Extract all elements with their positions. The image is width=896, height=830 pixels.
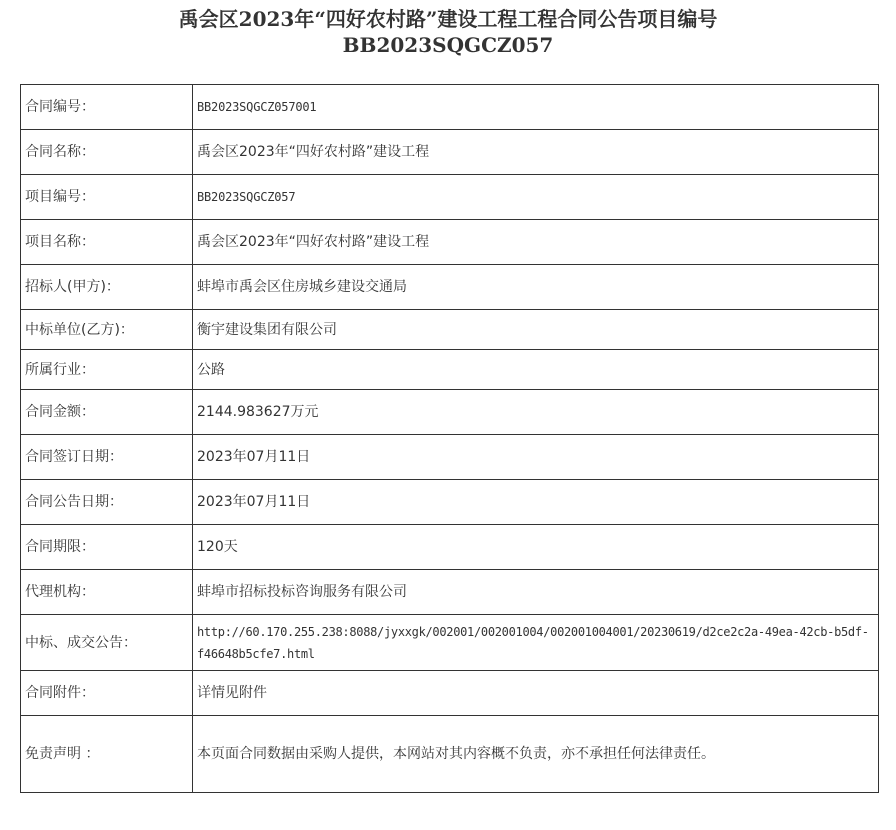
contract-amount-label: 合同金额： bbox=[21, 390, 193, 435]
page-title-line-2: BB2023SQGCZ057 bbox=[342, 33, 554, 57]
winning-bidder-value: 衡宇建设集团有限公司 bbox=[193, 310, 879, 350]
table-row-signing-date bbox=[21, 435, 879, 480]
contract-term-value: 120天 bbox=[193, 525, 879, 570]
table-row-contract-number bbox=[21, 85, 879, 130]
table-row-project-name bbox=[21, 220, 879, 265]
attachments-value[interactable]: 详情见附件 bbox=[193, 671, 879, 716]
project-name-value: 禹会区2023年“四好农村路”建设工程 bbox=[193, 220, 879, 265]
agency-label: 代理机构： bbox=[21, 570, 193, 615]
project-number-label: 项目编号： bbox=[21, 175, 193, 220]
tenderer-label: 招标人(甲方)： bbox=[21, 265, 193, 310]
attachments-label: 合同附件： bbox=[21, 671, 193, 716]
industry-label: 所属行业： bbox=[21, 350, 193, 390]
table-row-contract-term bbox=[21, 525, 879, 570]
announcement-date-value: 2023年07月11日 bbox=[193, 480, 879, 525]
contract-amount-value: 2144.983627万元 bbox=[193, 390, 879, 435]
table-row-winning-bidder bbox=[21, 310, 879, 350]
contract-number-value: BB2023SQGCZ057001 bbox=[193, 85, 879, 130]
table-row-agency bbox=[21, 570, 879, 615]
signing-date-label: 合同签订日期： bbox=[21, 435, 193, 480]
table-row-contract-amount bbox=[21, 390, 879, 435]
disclaimer-label: 免责声明 ： bbox=[21, 716, 193, 793]
page-title-line-1: 禹会区2023年“四好农村路”建设工程工程合同公告项目编号 bbox=[178, 7, 718, 31]
table-row-contract-name bbox=[21, 130, 879, 175]
contract-info-table bbox=[20, 84, 879, 793]
project-number-value: BB2023SQGCZ057 bbox=[193, 175, 879, 220]
tenderer-value: 蚌埠市禹会区住房城乡建设交通局 bbox=[193, 265, 879, 310]
table-row-project-number bbox=[21, 175, 879, 220]
table-row-award-announcement bbox=[21, 615, 879, 671]
page-title bbox=[0, 6, 896, 58]
contract-name-label: 合同名称： bbox=[21, 130, 193, 175]
table-row-tenderer bbox=[21, 265, 879, 310]
table-row-announcement-date bbox=[21, 480, 879, 525]
table-row-industry bbox=[21, 350, 879, 390]
award-announcement-label: 中标、成交公告： bbox=[21, 615, 193, 671]
disclaimer-value: 本页面合同数据由采购人提供，本网站对其内容概不负责，亦不承担任何法律责任。 bbox=[193, 716, 879, 793]
award-announcement-link[interactable]: http://60.170.255.238:8088/jyxxgk/002001/002001004/002001004001/20230619/d2ce2c2a-49ea-42cb-b5df-f46648b5cfe7.html bbox=[193, 615, 879, 671]
winning-bidder-label: 中标单位(乙方)： bbox=[21, 310, 193, 350]
announcement-date-label: 合同公告日期： bbox=[21, 480, 193, 525]
table-row-attachments bbox=[21, 671, 879, 716]
project-name-label: 项目名称： bbox=[21, 220, 193, 265]
industry-value: 公路 bbox=[193, 350, 879, 390]
contract-term-label: 合同期限： bbox=[21, 525, 193, 570]
table-row-disclaimer bbox=[21, 716, 879, 793]
signing-date-value: 2023年07月11日 bbox=[193, 435, 879, 480]
contract-name-value: 禹会区2023年“四好农村路”建设工程 bbox=[193, 130, 879, 175]
contract-number-label: 合同编号： bbox=[21, 85, 193, 130]
agency-value: 蚌埠市招标投标咨询服务有限公司 bbox=[193, 570, 879, 615]
